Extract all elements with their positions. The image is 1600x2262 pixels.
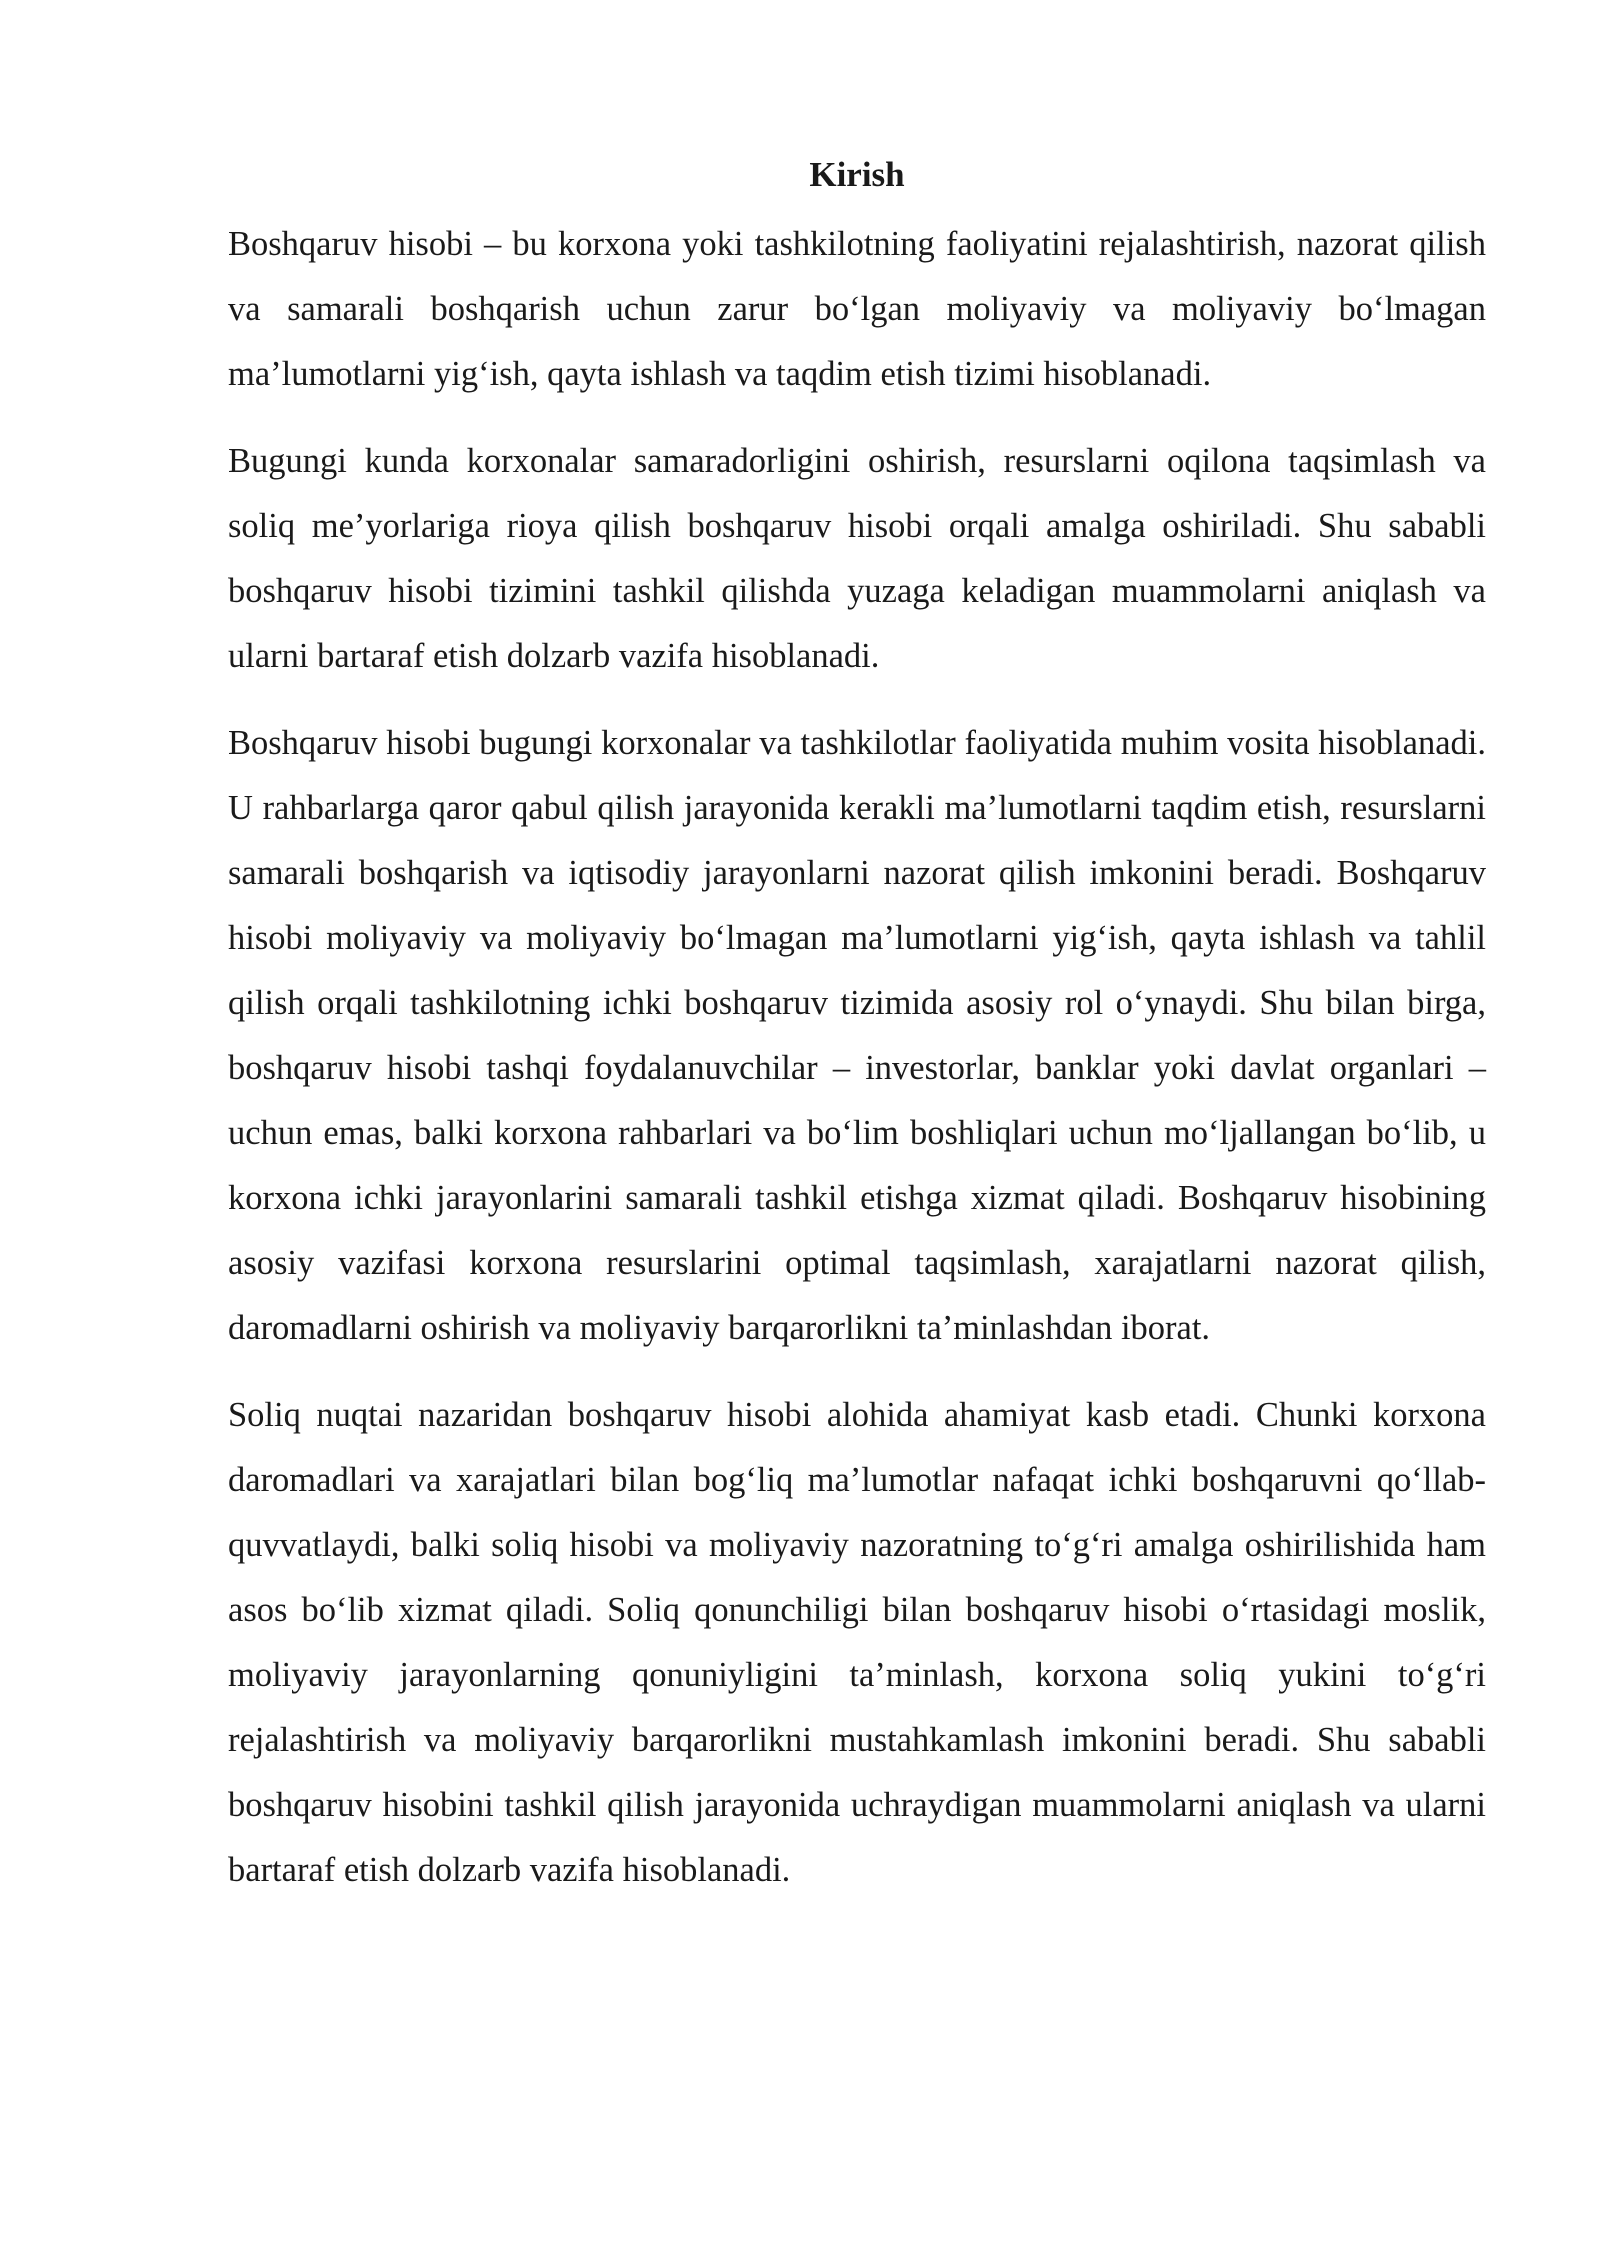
document-body	[228, 150, 1486, 1925]
page-title: Kirish	[809, 155, 905, 194]
paragraph-4: Soliq nuqtai nazaridan boshqaruv hisobi alohida ahamiyat kasb etadi. Chunki korxona daromadlari va xarajatlari bilan bog‘liq ma’lumotlar nafaqat ichki boshqaruvni qo‘llab-quvvatlaydi, balki soliq hisobi va moliyaviy nazoratning to‘g‘ri amalga oshirilishida ham asos bo‘lib xizmat qiladi. Soliq qonunchiligi bilan boshqaruv hisobi o‘rtasidagi moslik, moliyaviy jarayonlarning qonuniyligini ta’minlash, korxona soliq yukini to‘g‘ri rejalashtirish va moliyaviy barqarorlikni mustahkamlash imkonini beradi. Shu sababli boshqaruv hisobini tashkil qilish jarayonida uchraydigan muammolarni aniqlash va ularni bartaraf etish dolzarb vazifa hisoblanadi.	[228, 1396, 1486, 1889]
paragraph-3: Boshqaruv hisobi bugungi korxonalar va tashkilotlar faoliyatida muhim vosita hisoblanadi. U rahbarlarga qaror qabul qilish jarayonida kerakli ma’lumotlarni taqdim etish, resurslarni samarali boshqarish va iqtisodiy jarayonlarni nazorat qilish imkonini beradi. Boshqaruv hisobi moliyaviy va moliyaviy bo‘lmagan ma’lumotlarni yig‘ish, qayta ishlash va tahlil qilish orqali tashkilotning ichki boshqaruv tizimida asosiy rol o‘ynaydi. Shu bilan birga, boshqaruv hisobi tashqi foydalanuvchilar – investorlar, banklar yoki davlat organlari – uchun emas, balki korxona rahbarlari va bo‘lim boshliqlari uchun mo‘ljallangan bo‘lib, u korxona ichki jarayonlarini samarali tashkil etishga xizmat qiladi. Boshqaruv hisobining asosiy vazifasi korxona resurslarini optimal taqsimlash, xarajatlarni nazorat qilish, daromadlarni oshirish va moliyaviy barqarorlikni ta’minlashdan iborat.	[228, 724, 1486, 1347]
paragraph-1: Boshqaruv hisobi – bu korxona yoki tashkilotning faoliyatini rejalashtirish, nazorat qilish va samarali boshqarish uchun zarur bo‘lgan moliyaviy va moliyaviy bo‘lmagan ma’lumotlarni yig‘ish, qayta ishlash va taqdim etish tizimi hisoblanadi.	[228, 225, 1486, 393]
paragraph-2: Bugungi kunda korxonalar samaradorligini oshirish, resurslarni oqilona taqsimlash va soliq me’yorlariga rioya qilish boshqaruv hisobi orqali amalga oshiriladi. Shu sababli boshqaruv hisobi tizimini tashkil qilishda yuzaga keladigan muammolarni aniqlash va ularni bartaraf etish dolzarb vazifa hisoblanadi.	[228, 442, 1486, 675]
